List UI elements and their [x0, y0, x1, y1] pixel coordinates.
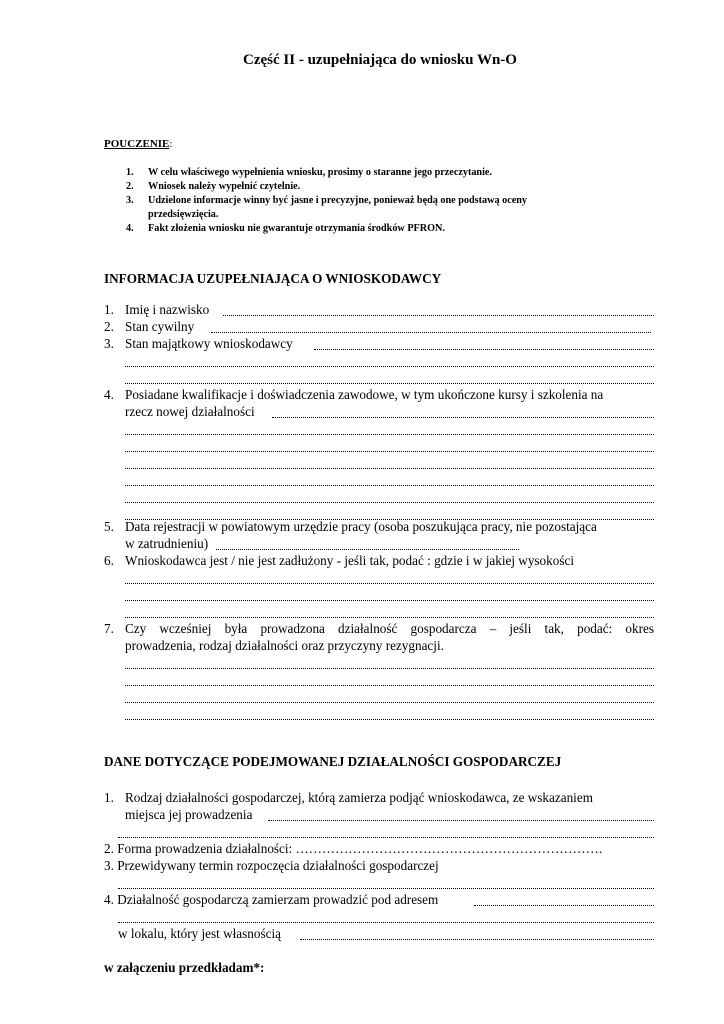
q6-num: 6. [104, 553, 114, 568]
section1-heading: INFORMACJA UZUPEŁNIAJĄCA O WNIOSKODAWCY [104, 271, 442, 286]
note-text: Fakt złożenia wniosku nie gwarantuje otrzymania środków PFRON. [148, 223, 445, 234]
q4-answer-line-2[interactable] [125, 433, 654, 435]
page-title: Część II - uzupełniająca do wniosku Wn-O [243, 52, 517, 68]
pouczenie-heading [104, 138, 172, 150]
s2-q3-answer-line[interactable] [118, 887, 654, 889]
q7-answer-line-3[interactable] [125, 701, 654, 703]
q4-num: 4. [104, 387, 114, 402]
q4-label-1: Posiadane kwalifikacje i doświadczenia zawodowe, w tym ukończone kursy i szkolenia na [125, 387, 604, 402]
s2-q4b-answer-line[interactable] [300, 938, 654, 940]
q2-label: Stan cywilny [125, 319, 195, 334]
s2-q4-answer-line[interactable] [474, 904, 654, 906]
q1-answer-line[interactable] [223, 314, 654, 316]
s2-q1-label-1: Rodzaj działalności gospodarczej, którą zamierza podjąć wnioskodawca, ze wskazaniem [125, 790, 593, 805]
pouczenie-colon: : [169, 138, 173, 150]
note-text: Udzielone informacje winny być jasne i precyzyjne, ponieważ będą one podstawą oceny [148, 195, 527, 206]
q4-label-2: rzecz nowej działalności [125, 404, 255, 419]
q2-answer-line[interactable] [211, 331, 651, 333]
q3-label: Stan majątkowy wnioskodawcy [125, 336, 293, 351]
attachments-label: w załączeniu przedkładam*: [104, 960, 265, 975]
q1-label: Imię i nazwisko [125, 302, 210, 317]
q3-answer-line[interactable] [314, 348, 654, 350]
q7-label-2: prowadzenia, rodzaj działalności oraz przyczyny rezygnacji. [125, 638, 444, 653]
q3-answer-line-2[interactable] [125, 365, 654, 367]
q1-num: 1. [104, 302, 114, 317]
q7-label-1: Czy wcześniej była prowadzona działalność gospodarcza – jeśli tak, podać: okres [125, 621, 654, 636]
q7-answer-line-4[interactable] [125, 718, 654, 720]
q3-answer-line-3[interactable] [125, 382, 654, 384]
q7-answer-line[interactable] [125, 667, 654, 669]
q6-label: Wnioskodawca jest / nie jest zadłużony - jeśli tak, podać : gdzie i w jakiej wysokości [125, 553, 574, 568]
q3-num: 3. [104, 336, 114, 351]
q5-label-2: w zatrudnieniu) [125, 536, 209, 551]
q6-answer-line[interactable] [125, 582, 654, 584]
s2-q4-answer-line-2[interactable] [118, 921, 654, 923]
q7-num: 7. [104, 621, 114, 636]
note-num: 2. [126, 181, 134, 192]
s2-q1-answer-line-2[interactable] [118, 836, 654, 838]
q2-num: 2. [104, 319, 114, 334]
q7-answer-line-2[interactable] [125, 684, 654, 686]
q4-answer-line[interactable] [272, 416, 654, 418]
s2-q1-label-2: miejsca jej prowadzenia [125, 807, 253, 822]
q5-label-1: Data rejestracji w powiatowym urzędzie pracy (osoba poszukująca pracy, nie pozostająca [125, 519, 597, 534]
s2-q1-answer-line[interactable] [268, 819, 654, 821]
section2-heading: DANE DOTYCZĄCE PODEJMOWANEJ DZIAŁALNOŚCI GOSPODARCZEJ [104, 754, 562, 769]
note-text: Wniosek należy wypełnić czytelnie. [148, 181, 301, 192]
q6-answer-line-2[interactable] [125, 599, 654, 601]
s2-q4b-label: w lokalu, który jest własnością [118, 926, 281, 941]
q4-answer-line-6[interactable] [125, 501, 654, 503]
q4-answer-line-4[interactable] [125, 467, 654, 469]
note-text: przedsięwzięcia. [148, 209, 219, 220]
note-num: 4. [126, 223, 134, 234]
s2-q3-label: 3. Przewidywany termin rozpoczęcia działalności gospodarczej [104, 858, 439, 873]
note-num: 3. [126, 195, 134, 206]
q4-answer-line-5[interactable] [125, 484, 654, 486]
s2-q4-label: 4. Działalność gospodarczą zamierzam prowadzić pod adresem [104, 892, 439, 907]
q6-answer-line-3[interactable] [125, 616, 654, 618]
s2-q1-num: 1. [104, 790, 114, 805]
pouczenie-label: POUCZENIE [104, 138, 170, 150]
q4-answer-line-3[interactable] [125, 450, 654, 452]
note-num: 1. [126, 167, 134, 178]
q5-num: 5. [104, 519, 114, 534]
s2-q2-label: 2. Forma prowadzenia działalności: ……………………………………………………………. [104, 841, 603, 856]
note-text: W celu właściwego wypełnienia wniosku, prosimy o staranne jego przeczytanie. [148, 167, 493, 178]
q5-answer-line[interactable] [216, 548, 519, 550]
